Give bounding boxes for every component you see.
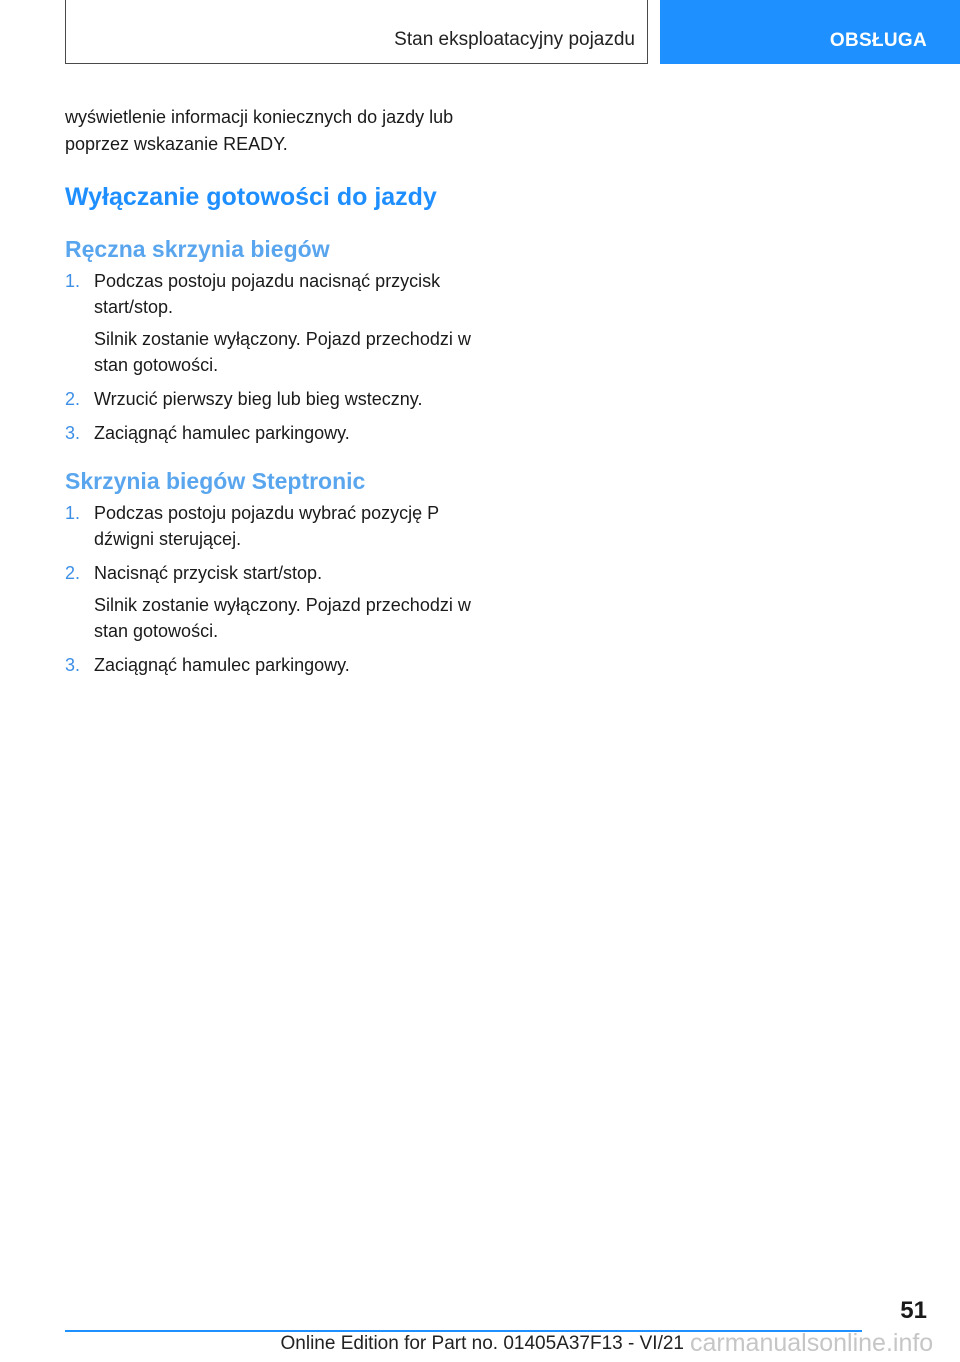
step-number: 3. (65, 655, 81, 675)
step-text: Podczas postoju pojazdu wybrać pozycję P dźwigni sterującej. (94, 503, 439, 549)
step-result: Silnik zostanie wyłączony. Pojazd przechodzi w stan gotowości. (94, 329, 471, 375)
steps-list-manual (65, 268, 485, 446)
watermark: carmanualsonline.info (690, 1329, 934, 1357)
section-heading-steptronic: Skrzynia biegów Steptronic (65, 468, 366, 494)
list-item (65, 420, 485, 446)
list-item (65, 652, 485, 678)
list-item (65, 386, 485, 412)
step-text: Podczas postoju pojazdu nacisnąć przycisk start/stop. (94, 271, 441, 317)
step-text: Wrzucić pierwszy bieg lub bieg wsteczny. (94, 389, 423, 409)
list-item (65, 560, 485, 644)
section-title-box (65, 0, 648, 64)
section-title: Stan eksploatacyjny pojazdu (394, 29, 635, 50)
steps-list-steptronic (65, 500, 485, 678)
step-text: Nacisnąć przycisk start/stop. (94, 563, 323, 583)
intro-paragraph: wyświetlenie informacji koniecznych do jazdy lub poprzez wskazanie READY. (65, 107, 454, 154)
step-number: 1. (65, 271, 81, 291)
section-heading-manual: Ręczna skrzynia biegów (65, 236, 330, 262)
page-content (65, 104, 485, 686)
main-heading: Wyłączanie gotowości do jazdy (65, 183, 437, 211)
step-text: Zaciągnąć hamulec parkingowy. (94, 655, 350, 675)
step-number: 3. (65, 423, 81, 443)
step-result: Silnik zostanie wyłączony. Pojazd przechodzi w stan gotowości. (94, 595, 471, 641)
chapter-title: OBSŁUGA (829, 30, 927, 51)
step-number: 1. (65, 503, 81, 523)
chapter-tab (660, 0, 960, 64)
step-number: 2. (65, 389, 81, 409)
edition-info: Online Edition for Part no. 01405A37F13 - VI/21 (280, 1333, 684, 1354)
page-header (0, 0, 960, 66)
step-number: 2. (65, 563, 81, 583)
page-number: 51 (900, 1297, 927, 1324)
list-item (65, 268, 485, 378)
step-text: Zaciągnąć hamulec parkingowy. (94, 423, 350, 443)
list-item (65, 500, 485, 552)
